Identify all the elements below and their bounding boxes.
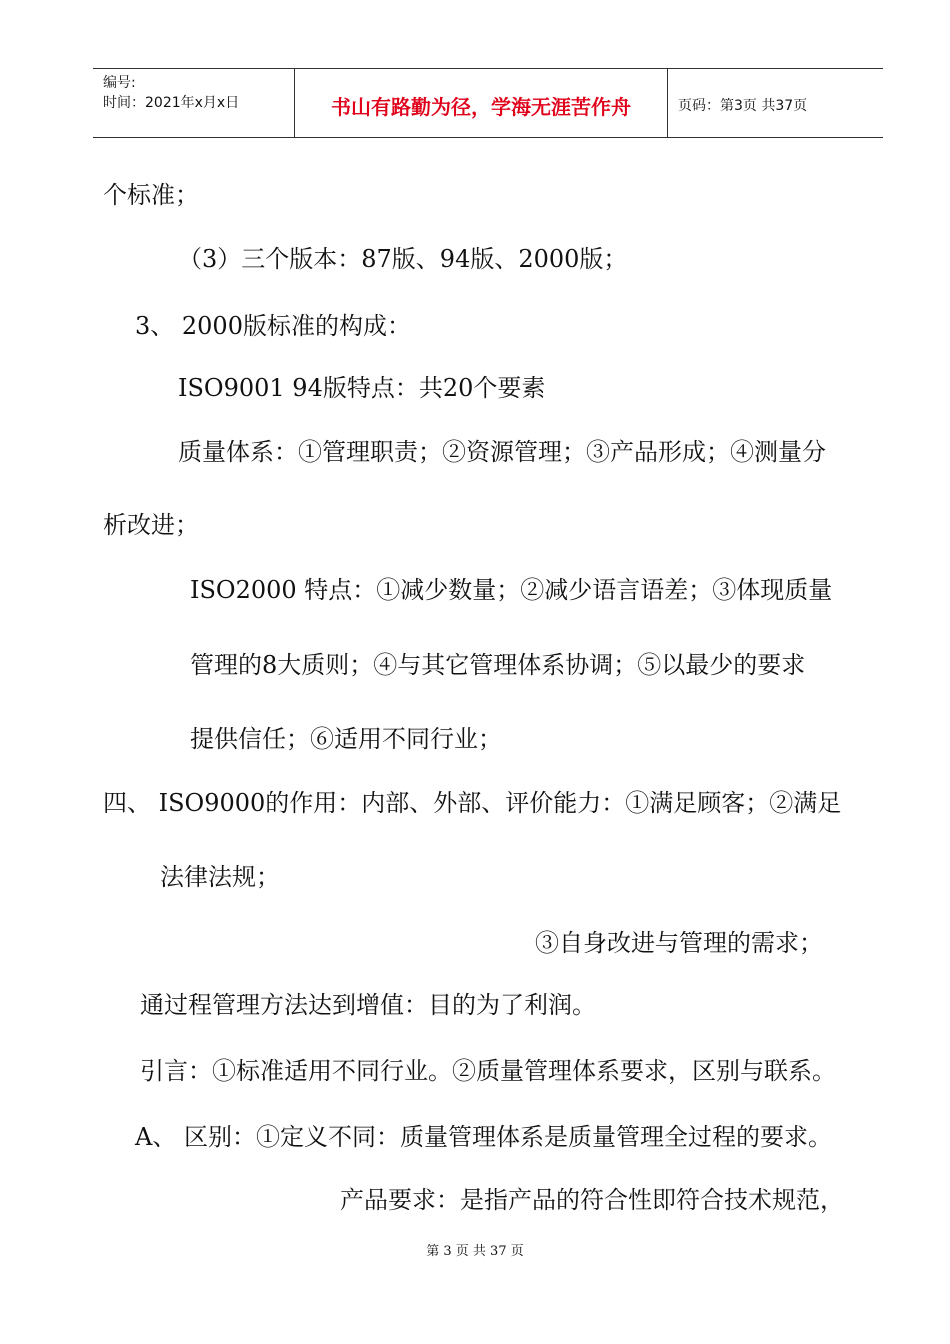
header-motto: 书山有路勤为径，学海无涯苦作舟 (331, 95, 631, 119)
header-page-info: 页码：第3页 共37页 (678, 98, 808, 114)
text-line: ISO2000 特点：①减少数量；②减少语言语差；③体现质量 (190, 576, 833, 604)
text-line: ISO9001 94版特点：共20个要素 (178, 374, 546, 402)
number-label: 编号: (103, 75, 136, 91)
text-line: （3）三个版本：87版、94版、2000版； (178, 245, 628, 273)
text-line: 管理的8大质则；④与其它管理体系协调；⑤以最少的要求 (190, 651, 806, 679)
text-line: A、 区别：①定义不同：质量管理体系是质量管理全过程的要求。 (135, 1123, 832, 1151)
text-line: 通过程管理方法达到增值：目的为了利润。 (140, 991, 596, 1019)
text-line: 提供信任；⑥适用不同行业； (190, 725, 502, 753)
text-line: 个标准； (103, 181, 199, 209)
text-line: 四、 ISO9000的作用：内部、外部、评价能力：①满足顾客；②满足 (103, 789, 842, 817)
text-line: 析改进； (103, 511, 199, 539)
text-line: 引言：①标准适用不同行业。②质量管理体系要求，区别与联系。 (140, 1057, 836, 1085)
text-line: ③自身改进与管理的需求； (535, 929, 823, 957)
header-divider (667, 69, 668, 137)
text-line: 质量体系：①管理职责；②资源管理；③产品形成；④测量分 (178, 438, 826, 466)
text-line: 产品要求：是指产品的符合性即符合技术规范， (340, 1186, 844, 1214)
text-line: 法律法规； (160, 863, 280, 891)
page-footer: 第 3 页 共 37 页 (426, 1244, 524, 1259)
header-meta (103, 73, 239, 113)
text-line: 3、 2000版标准的构成： (135, 312, 411, 340)
time-label: 时间：2021年x月x日 (103, 95, 240, 111)
page-header (93, 68, 883, 138)
